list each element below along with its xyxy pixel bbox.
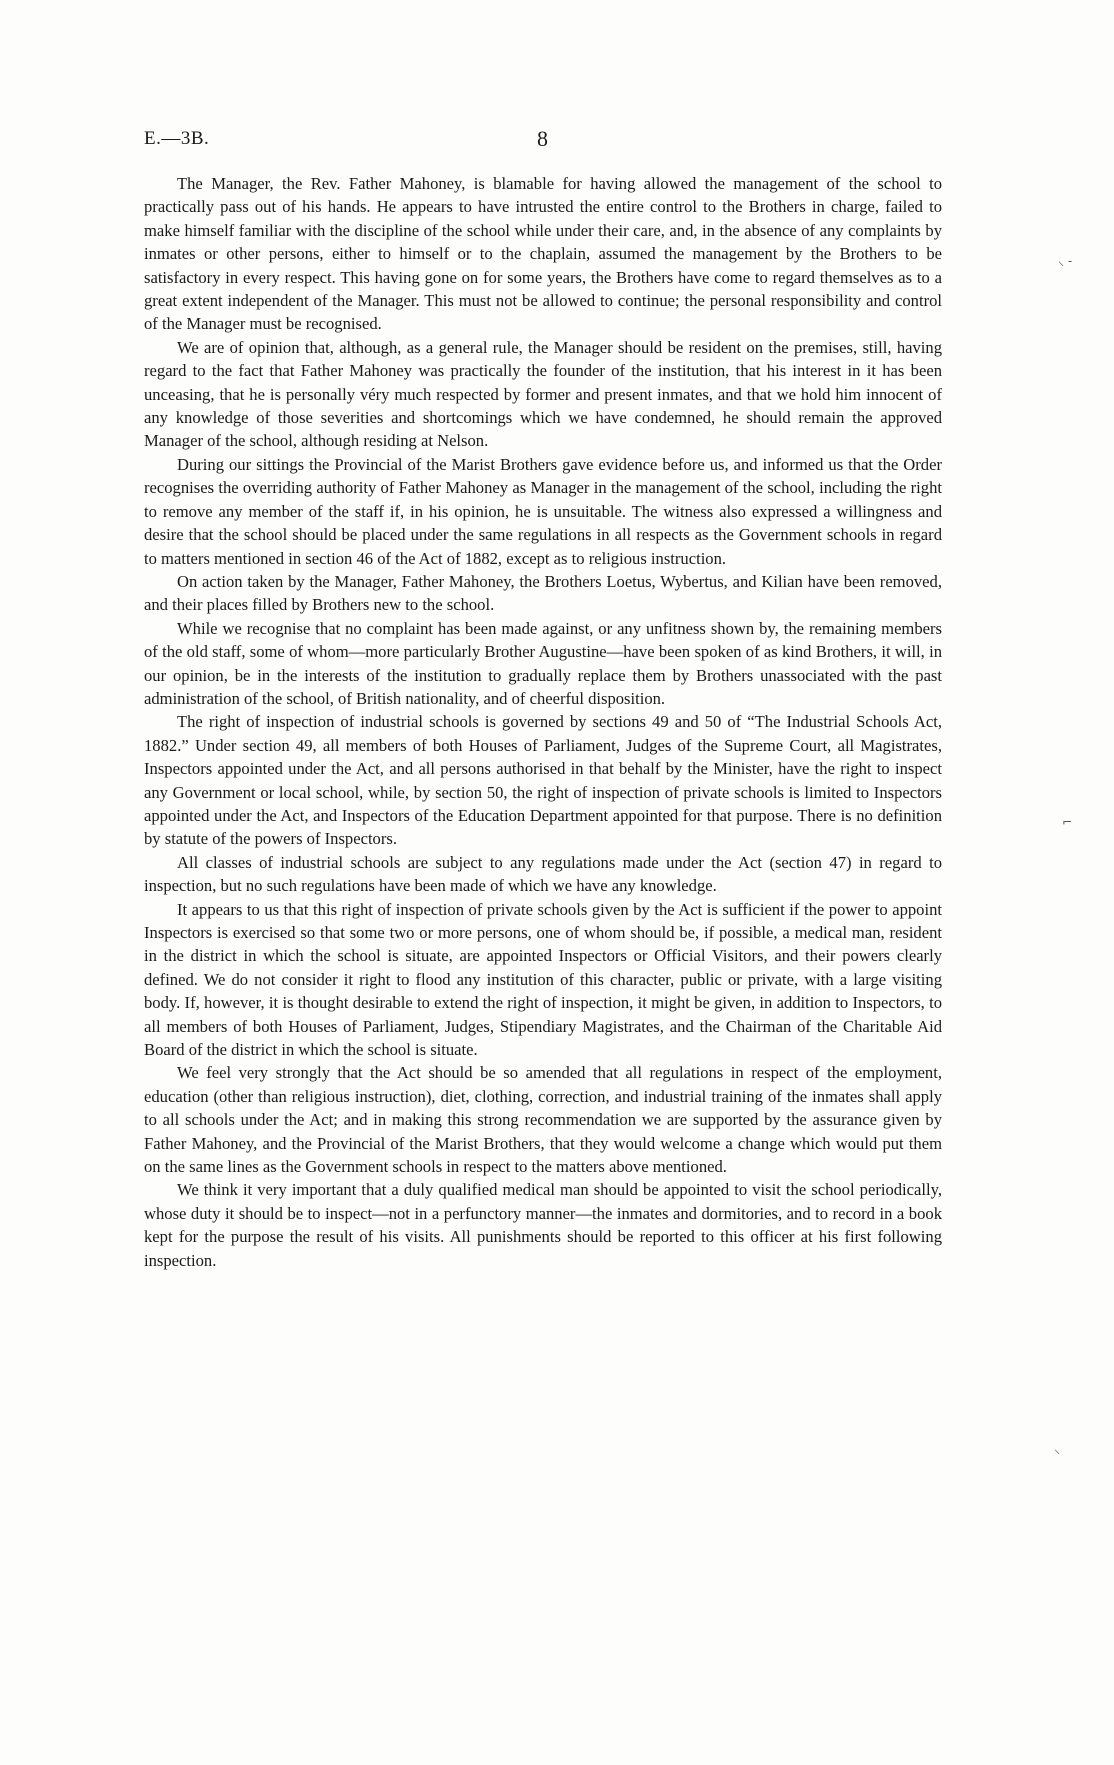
document-reference: E.—3B. [144, 128, 210, 149]
paragraph-remaining-staff: While we recognise that no complaint has been made against, or any unfitness shown by, the remaining members of the old staff, some of whom—more particularly Brother Augustine—have been spoken of as kind Brothers, it will, in our opinion, be in the interests of the institution to gradually replace them by Brothers unassociated with the past administration of the school, of British nationality, and of cheerful disposition. [144, 618, 942, 708]
page-header [144, 128, 944, 158]
paragraph-regulations: All classes of industrial schools are subject to any regulations made under the Act (section 47) in regard to inspection, but no such regulations have been made of which we have any knowledge. [144, 852, 942, 896]
scan-mark: ⸜ - [1058, 254, 1073, 268]
scan-mark: ⸜ [1054, 1442, 1061, 1456]
paragraph-manager-blamable: The Manager, the Rev. Father Mahoney, is blamable for having allowed the management of the school to practically pass out of his hands. He appears to have intrusted the entire control to the Brothers in charge, failed to make himself familiar with the discipline of the school while under their care, and, in the absence of any complaints by inmates or other persons, either to himself or to the chaplain, assumed the management by the Brothers to be satisfactory in every respect. This having gone on for some years, the Brothers have come to regard themselves as to a great extent independent of the Manager. This must not be allowed to continue; the personal responsibility and control of the Manager must be recognised. [144, 174, 942, 334]
paragraph-provincial-evidence: During our sittings the Provincial of the Marist Brothers gave evidence before us, and informed us that the Order recognises the overriding authority of Father Mahoney as Manager in the management of the school, including the right to remove any member of the staff if, in his opinion, he is unsuitable. The witness also expressed a willingness and desire that the school should be placed under the same regulations in all respects as the Government schools in regard to matters mentioned in section 46 of the Act of 1882, except as to religious instruction. [144, 454, 942, 568]
paragraph-manager-resident: We are of opinion that, although, as a general rule, the Manager should be resident on the premises, still, having regard to the fact that Father Mahoney was practically the founder of the institution, that his interest in it has been unceasing, that he is personally véry much respected by former and present inmates, and that we hold him innocent of any knowledge of those severities and shortcomings which we have condemned, he should remain the approved Manager of the school, although residing at Nelson. [144, 337, 942, 451]
paragraph-right-of-inspection: The right of inspection of industrial schools is governed by sections 49 and 50 of “The Industrial Schools Act, 1882.” Under section 49, all members of both Houses of Parliament, Judges of the Supreme Court, all Magistrates, Inspectors appointed under the Act, and all persons authorised in that behalf by the Minister, have the right to inspect any Government or local school, while, by section 50, the right of inspection of private schools is limited to Inspectors appointed under the Act, and Inspectors of the Education Department appointed for that purpose. There is no definition by statute of the powers of Inspectors. [144, 712, 942, 849]
paragraph-inspectors-appointment: It appears to us that this right of inspection of private schools given by the Act is sufficient if the power to appoint Inspectors is exercised so that some two or more persons, one of whom should be, if possible, a medical man, resident in the district in which the school is situate, are appointed Inspectors or Official Visitors, and their powers clearly defined. We do not consider it right to flood any institution of this character, public or private, with a large visiting body. If, however, it is thought desirable to extend the right of inspection, it might be given, in addition to Inspectors, to all members of both Houses of Parliament, Judges, Stipendiary Magistrates, and the Chairman of the Charitable Aid Board of the district in which the school is situate. [144, 899, 942, 1060]
paragraph-act-amendment: We feel very strongly that the Act should be so amended that all regulations in respect of the employment, education (other than religious instruction), diet, clothing, correction, and industrial training of the inmates shall apply to all schools under the Act; and in making this strong recommendation we are supported by the assurance given by Father Mahoney, and the Provincial of the Marist Brothers, that they would welcome a change which would put them on the same lines as the Government schools in respect to the matters above mentioned. [144, 1063, 942, 1177]
body-text [144, 172, 942, 1272]
scan-mark: ⌐ [1062, 815, 1073, 829]
page-number: 8 [537, 126, 548, 151]
paragraph-brothers-removed: On action taken by the Manager, Father Mahoney, the Brothers Loetus, Wybertus, and Kilian have been removed, and their places filled by Brothers new to the school. [144, 571, 942, 615]
paragraph-medical-man: We think it very important that a duly qualified medical man should be appointed to visit the school periodically, whose duty it should be to inspect—not in a perfunctory manner—the inmates and dormitories, and to record in a book kept for the purpose the result of his visits. All punishments should be reported to this officer at his first following inspection. [144, 1180, 942, 1270]
